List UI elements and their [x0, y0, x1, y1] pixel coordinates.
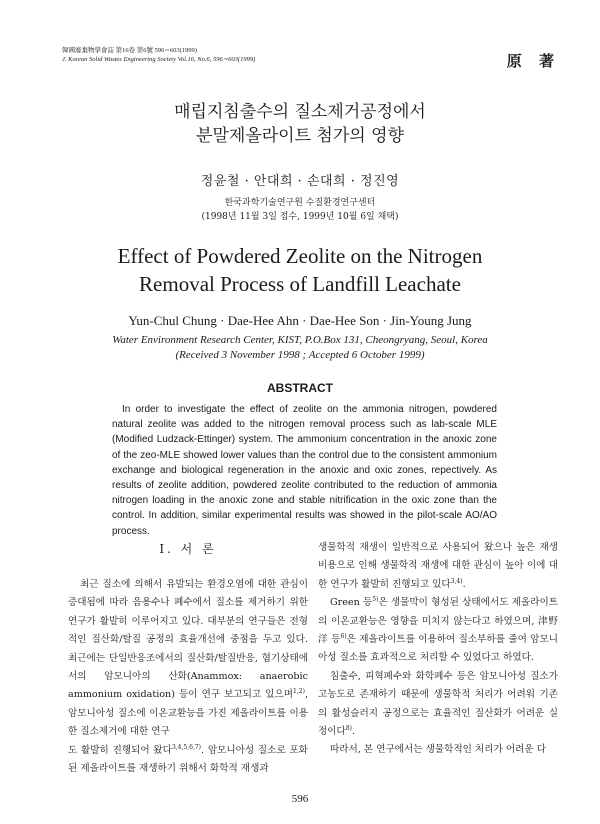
paragraph-text: . — [351, 726, 356, 738]
paragraph-text: 은 생물막이 형성된 상태에서도 제올라이트의 이온교환능은 영향을 미치지 않는다고 하였으며, 津野 洋 등 — [318, 597, 558, 646]
english-affiliation — [0, 333, 600, 363]
citation: 6) — [340, 632, 347, 640]
korean-dates-line: (1998년 11월 3일 접수, 1999년 10월 6일 채택) — [201, 212, 399, 222]
body-right-column — [318, 539, 558, 760]
citation: 5) — [372, 596, 379, 604]
paragraph: 따라서, 본 연구에서는 생물학적인 처리가 어려운 다 — [330, 744, 546, 756]
paragraph-text: , 암모니아성 질소에 이온교환능을 가진 제올라이트를 이용한 질소제거에 대한 연구 — [68, 689, 308, 738]
paragraph-text: Green 등 — [330, 597, 373, 609]
korean-authors: 정윤철 · 안대희 · 손대희 · 정진영 — [200, 174, 400, 189]
citation: 8) — [345, 724, 352, 732]
citation: 3,4) — [450, 577, 463, 585]
korean-title-line: 매립지침출수의 질소제거공정에서 — [174, 102, 426, 122]
paragraph — [318, 539, 558, 594]
citation: 1,2) — [293, 688, 305, 696]
journal-name-english: J. Korean Solid Wastes Engineering Society Vol.16, No.6, 596∼603(1999) — [62, 56, 256, 63]
paragraph-text: 은 제올라이트를 이용하여 질소부하를 줄여 암모니아성 질소를 효과적으로 처리할 수 있었다고 하였다. — [318, 634, 558, 664]
korean-affiliation — [0, 196, 600, 224]
section-heading-introduction: Ⅰ. 서 론 — [159, 542, 217, 556]
journal-header — [62, 46, 255, 64]
korean-title-line: 분말제올라이트 첨가의 영향 — [196, 126, 404, 146]
citation: 3,4,5,6,7) — [171, 743, 202, 751]
article-type-label: 原 著 — [506, 52, 560, 70]
paragraph-text: . — [462, 578, 466, 590]
english-affiliation-line: Water Environment Research Center, KIST, P.O.Box 131, Cheongryang, Seoul, Korea — [112, 334, 488, 346]
korean-affiliation-line: 한국과학기술연구원 수질환경연구센터 — [224, 198, 376, 208]
paragraph-text: 침출수, 피혁폐수와 화학폐수 등은 암모니아성 질소가 고농도로 존재하기 때문에 생물학적 처리가 어려워 기존의 활성슬러지 공정으로는 효율적인 질산화가 어려운 실정이다 — [318, 670, 558, 738]
english-dates-line: (Received 3 November 1998 ; Accepted 6 October 1999) — [175, 349, 425, 361]
abstract-heading: ABSTRACT — [267, 381, 333, 395]
journal-name-korean: 韓國廢棄物學會誌 第16卷 第6號 596∼603(1999) — [62, 47, 197, 54]
english-authors: Yun-Chul Chung · Dae-Hee Ahn · Dae-Hee Son · Jin-Young Jung — [128, 313, 472, 328]
paragraph — [68, 742, 308, 779]
english-title-line: Effect of Powdered Zeolite on the Nitrogen — [117, 244, 483, 268]
paragraph — [318, 594, 558, 668]
english-title-line: Removal Process of Landfill Leachate — [139, 272, 461, 296]
paragraph — [318, 668, 558, 742]
paragraph-text: 생물학적 재생이 일반적으로 사용되어 왔으나 높은 재생비용으로 인해 생물학적 재생에 대한 관심이 높아 이에 대한 연구가 활발히 진행되고 있다 — [318, 542, 558, 590]
korean-title — [0, 100, 600, 148]
body-left-column — [68, 540, 308, 778]
paragraph-text: 도 활발히 진행되어 왔다 — [68, 744, 172, 756]
page-number: 596 — [291, 793, 309, 805]
english-title — [0, 242, 600, 298]
abstract-body: In order to investigate the effect of zeolite on the ammonia nitrogen, powdered natural zeolite was added to the nitrogen removal process such as lab-scale MLE (Modified Ludzack-Ettinger) system. The ammonium concentration in the anoxic zone of the zeo-MLE showed lower values than the control due to the consistent ammonium exchange and biological regeneration in the anoxic and oxic zones, repectively. As results of zeolite addition, powdered zeolite contributed to the reduction of ammonia nitrogen loading in the anoxic zone and stable nitrification in the oxic zone than the control. In addition, similar experimental results was showed in the pilot-scale AO/AO process. — [112, 404, 497, 537]
paragraph-text: . 암모니아성 질소로 포화된 제올라이트를 재생하기 위해서 화학적 재생과 — [68, 744, 309, 775]
paragraph — [68, 576, 308, 742]
paragraph-text: 최근 질소에 의해서 유발되는 환경오염에 대한 관심이 증대됨에 따라 음용수나 폐수에서 질소를 제거하기 위한 연구가 활발히 이루어지고 있다. 대부분의 연구들은 전형적인 질산화/탈질 공정의 효율개선에 중점을 두고 있다. 최근에는 단일반응조에서의 질산화/탈질반응, 혐기상태에서의 암모니아의 산화(Anammox: anaerobic ammonium oxidation) 등이 연구 보고되고 있으며 — [68, 579, 308, 701]
